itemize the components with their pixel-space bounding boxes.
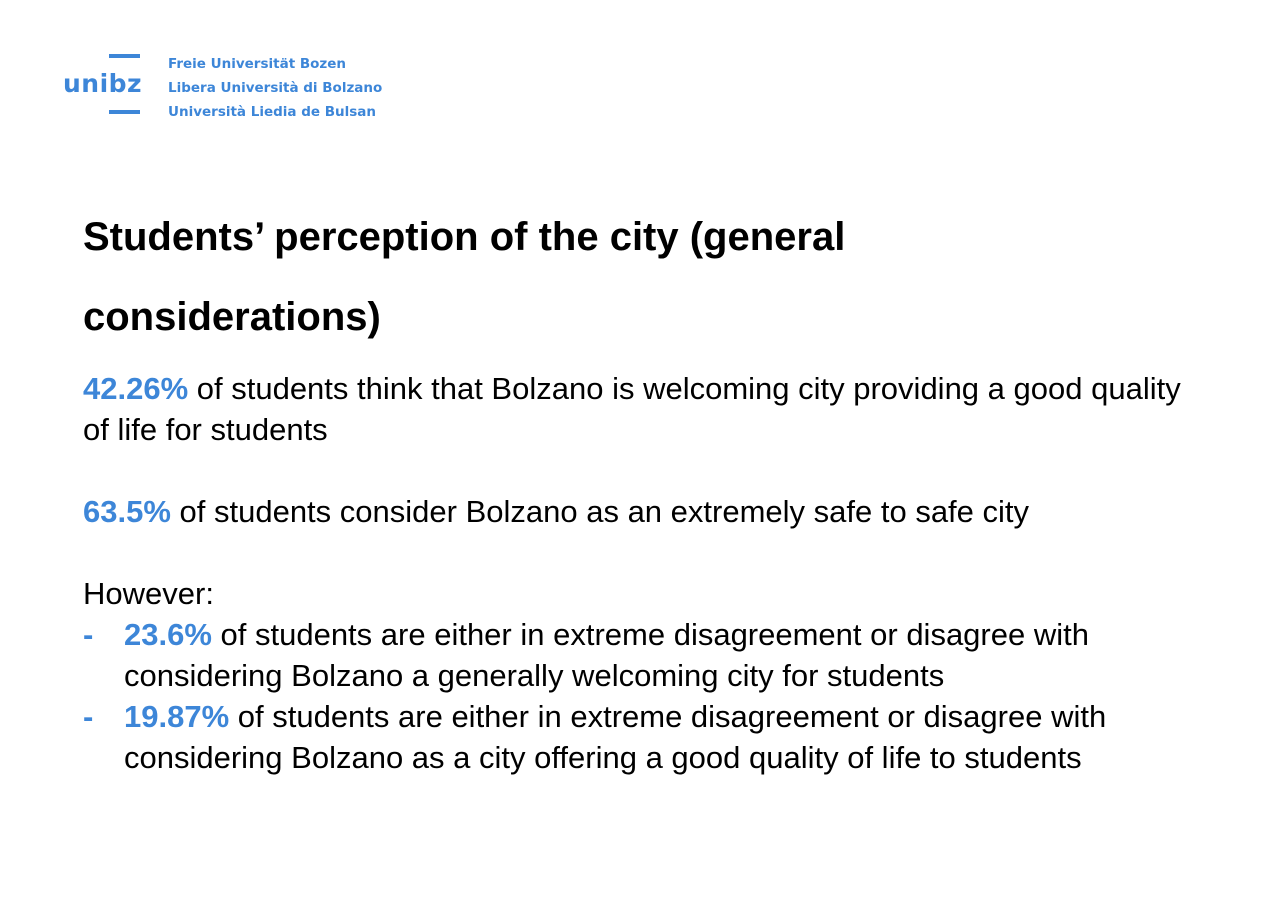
statistic-value: 23.6% (124, 617, 212, 652)
statistic-value: 19.87% (124, 699, 230, 734)
slide-title-line-2: considerations) (83, 295, 381, 339)
statistic-text: of students are either in extreme disagreement or disagree with considering Bolzano as a city offering a good quality of life to students (124, 699, 1107, 775)
statistic-text: of students are either in extreme disagreement or disagree with considering Bolzano a generally welcoming city for students (124, 617, 1089, 693)
statistic-text: of students consider Bolzano as an extremely safe to safe city (170, 494, 1030, 529)
statistic-value: 63.5% (83, 494, 171, 529)
statistic-value: 42.26% (83, 371, 189, 406)
university-name-german: Freie Universität Bozen (168, 56, 347, 72)
bullet-item-welcoming-disagree (83, 614, 1203, 696)
however-label: However: (83, 576, 214, 611)
statistic-paragraph-safety (83, 491, 1203, 532)
logo-wordmark: unibz (63, 69, 143, 98)
slide-title-line-1: Students’ perception of the city (general (83, 215, 846, 259)
bullet-marker: - (83, 699, 94, 734)
university-name-ladin: Università Liedia de Bulsan (168, 104, 377, 120)
bullet-item-quality-disagree (83, 696, 1203, 778)
university-names (168, 52, 382, 124)
bullet-marker: - (83, 617, 94, 652)
logo-bar-top (109, 54, 140, 58)
slide-body (83, 368, 1203, 778)
paragraph-spacer (83, 450, 1203, 491)
university-logo (63, 52, 403, 118)
logo-bar-bottom (109, 110, 140, 114)
statistic-text: of students think that Bolzano is welcoming city providing a good quality of life for students (83, 371, 1181, 447)
slide-title (83, 197, 1183, 357)
statistic-paragraph-welcoming (83, 368, 1203, 450)
paragraph-spacer (83, 532, 1203, 573)
university-name-italian: Libera Università di Bolzano (168, 80, 383, 96)
